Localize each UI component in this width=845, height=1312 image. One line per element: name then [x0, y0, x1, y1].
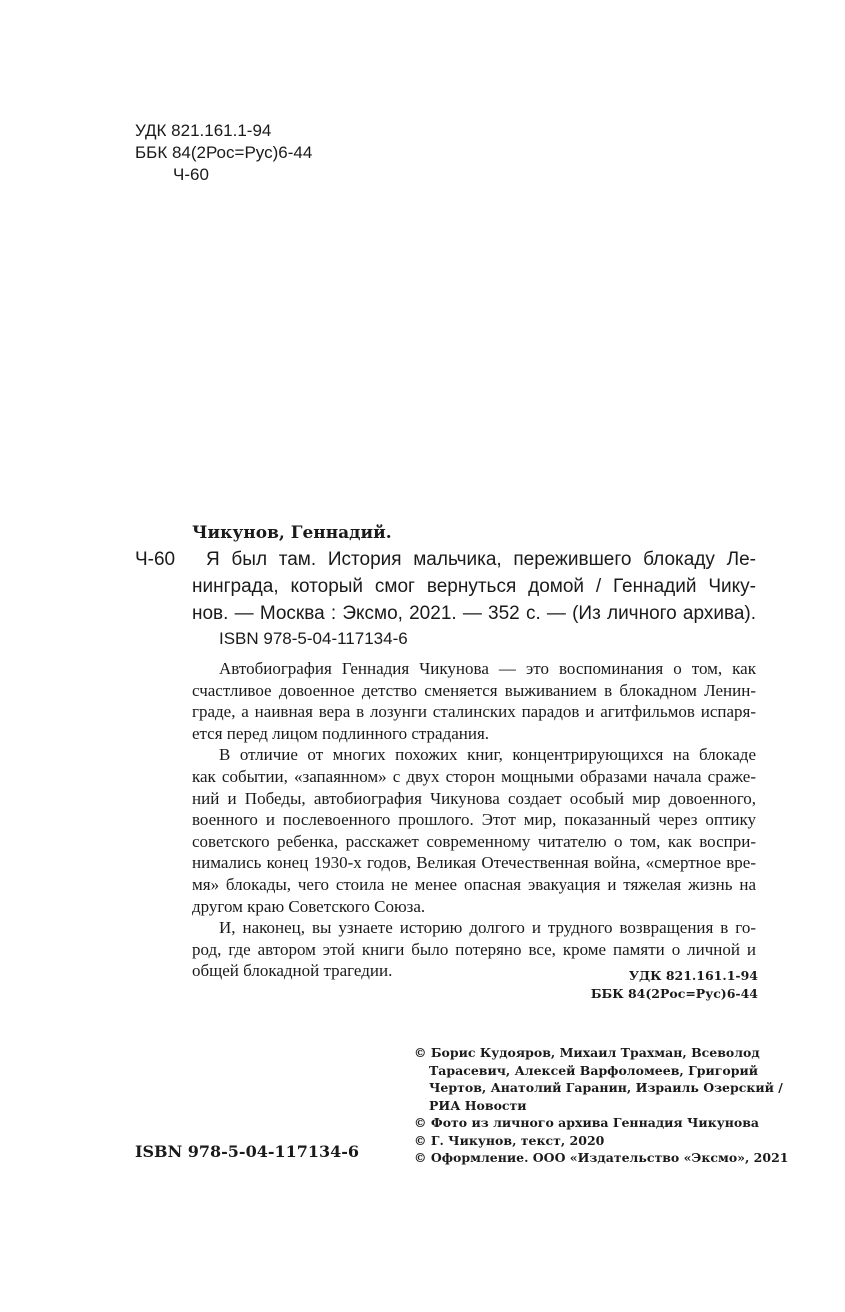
annotation-line: счастливое довоенное детство сменяется выживанием в блокадном Ленин-: [192, 680, 756, 700]
author-name: Чикунов, Геннадий.: [192, 523, 392, 543]
annotation-line: ний и Победы, автобиография Чикунова создает особый мир довоенного,: [192, 788, 756, 808]
annotation-line: В отличие от многих похожих книг, концентрирующихся на блокаде: [219, 745, 756, 765]
annotation-paragraph: [192, 744, 756, 917]
annotation-line: граде, а наивная вера в лозунги сталинских парадов и агитфильмов испаря-: [192, 702, 756, 722]
copyright-line: Чертов, Анатолий Гаранин, Израиль Озерский /: [429, 1080, 783, 1095]
classification-bottom: [555, 967, 758, 1002]
udk-code: УДК 821.161.1-94: [135, 121, 272, 140]
copyright-line: © Г. Чикунов, текст, 2020: [414, 1132, 605, 1148]
title-line: нов. — Москва : Эксмо, 2021. — 352 с. — (Из личного архива).: [192, 603, 756, 624]
annotation-line: ется перед лицом подлинного страдания.: [192, 723, 490, 743]
title-line: Я был там. История мальчика, пережившего блокаду Ле-: [206, 549, 756, 570]
annotation-line: военного и послевоенного прошлого. Этот мир, показанный через оптику: [192, 810, 756, 830]
author-mark: Ч-60: [173, 165, 209, 184]
annotation-line: другом краю Советского Союза.: [192, 896, 426, 916]
annotation-line: И, наконец, вы узнаете историю долгого и трудного возвращения в го-: [219, 918, 756, 938]
copyright-block: [414, 1044, 789, 1167]
title-line: нинграда, который смог вернуться домой / Геннадий Чику-: [192, 576, 756, 597]
copyright-line: © Фото из личного архива Геннадия Чикунова: [414, 1115, 760, 1130]
copyright-line: Тарасевич, Алексей Варфоломеев, Григорий: [429, 1062, 759, 1078]
annotation-line: род, где автором этой книги было потеряно все, кроме памяти о личной и: [192, 939, 756, 959]
classification-top: [135, 120, 312, 186]
annotation-line: мя» блокады, чего стоила не менее опасная эвакуация и тяжелая жизнь на: [192, 874, 756, 894]
bibliographic-mark: Ч-60: [135, 549, 176, 570]
title-block: [192, 546, 756, 627]
annotation-line: Автобиография Геннадия Чикунова — это воспоминания о том, как: [219, 659, 756, 678]
isbn-main: ISBN 978-5-04-117134-6: [219, 629, 408, 648]
copyright-line: © Оформление. ООО «Издательство «Эксмо», 2021: [414, 1150, 789, 1165]
annotation-line: советского ребенка, расскажет современному читателю о том, как воспри-: [192, 831, 756, 851]
udk-code-bottom: УДК 821.161.1-94: [628, 968, 758, 983]
annotation-line: общей блокадной трагедии.: [192, 961, 393, 981]
annotation: [192, 658, 756, 982]
bbk-code: ББК 84(2Рос=Рус)6-44: [135, 143, 313, 162]
copyright-line: © Борис Кудояров, Михаил Трахман, Всеволод: [414, 1045, 760, 1060]
copyright-line: РИА Новости: [429, 1097, 527, 1113]
bbk-code-bottom: ББК 84(2Рос=Рус)6-44: [590, 985, 758, 1001]
annotation-line: как событии, «запаянном» с двух сторон мощными образами начала сраже-: [192, 766, 756, 786]
isbn-bottom: ISBN 978-5-04-117134-6: [135, 1142, 360, 1161]
annotation-paragraph: [192, 658, 756, 744]
annotation-line: нимались конец 1930-х годов, Великая Отечественная война, «смертное вре-: [192, 853, 756, 873]
